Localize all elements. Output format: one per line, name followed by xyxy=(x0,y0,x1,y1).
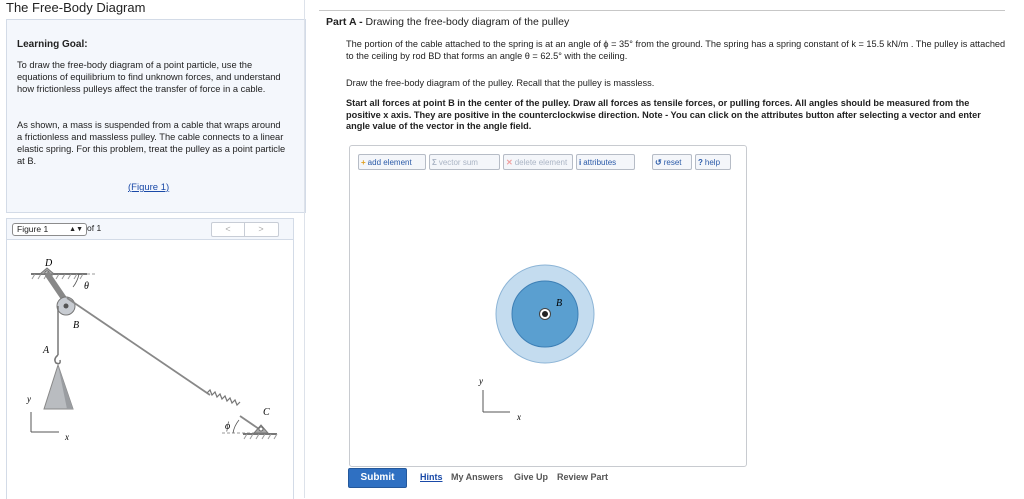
ground-support-c xyxy=(243,425,277,439)
plus-icon: + xyxy=(361,158,366,167)
figure-axes xyxy=(31,412,59,432)
learning-goal-heading: Learning Goal: xyxy=(17,39,88,50)
attributes-label: attributes xyxy=(583,158,617,167)
scenario-text: As shown, a mass is suspended from a cable that wraps around a frictionless and massless pulley. The cable connects to a linear elastic spring. For this problem, treat the pulley as a point particle at B. xyxy=(17,120,286,166)
part-a-separator: - xyxy=(356,16,366,28)
delete-element-button[interactable] xyxy=(503,154,573,170)
drawing-canvas[interactable] xyxy=(350,174,746,464)
vector-sum-label: vector sum xyxy=(438,158,478,167)
vector-sum-button[interactable] xyxy=(429,154,500,170)
figure-nav xyxy=(211,222,279,237)
attributes-button[interactable] xyxy=(576,154,635,170)
part-a-heading xyxy=(326,16,569,28)
help-button[interactable] xyxy=(695,154,731,170)
updown-arrow-icon: ▲▼ xyxy=(69,226,83,233)
add-element-label: add element xyxy=(367,158,412,167)
canvas-x-label: x xyxy=(517,412,521,422)
submit-button[interactable]: Submit xyxy=(348,468,407,488)
part-a-description: The portion of the cable attached to the spring is at an angle of ϕ = 35° from the ground. The spring has a spring constant of k = 15.5 kN/m . The pulley is attached to the ceiling by rod BD that forms an angle θ = 62.5° with the ceiling. xyxy=(346,39,1006,61)
label-b: B xyxy=(73,320,80,331)
part-a-instruction: Draw the free-body diagram of the pulley. Recall that the pulley is massless. xyxy=(346,78,655,88)
reset-label: reset xyxy=(663,158,682,167)
add-element-button[interactable] xyxy=(358,154,426,170)
top-rule xyxy=(319,10,1005,11)
label-phi: ϕ xyxy=(225,421,231,432)
help-label: help xyxy=(704,158,721,167)
figure-spring xyxy=(207,390,240,405)
label-a: A xyxy=(43,345,50,356)
label-d: D xyxy=(45,258,53,269)
part-a-title: Drawing the free-body diagram of the pulley xyxy=(365,16,570,28)
canvas-y-label: y xyxy=(479,376,483,386)
learning-goal-box xyxy=(6,19,306,213)
learning-goal-text: To draw the free-body diagram of a point particle, use the equations of equilibrium to find unknown forces, and understand how frictionless pulleys affect the transfer of force in a cable. xyxy=(17,60,281,94)
give-up-link[interactable]: Give Up xyxy=(514,472,549,482)
label-c: C xyxy=(263,407,270,418)
panel-divider xyxy=(304,0,305,498)
delete-element-label: delete element xyxy=(514,158,568,167)
next-figure-button[interactable]: > xyxy=(258,224,264,234)
info-icon: i xyxy=(579,158,582,167)
figure-cable xyxy=(67,298,210,395)
sigma-icon: Σ xyxy=(432,158,437,167)
figure-toolbar xyxy=(7,219,293,240)
pulley-system-figure xyxy=(7,239,293,498)
figure-link[interactable]: (Figure 1) xyxy=(128,182,170,193)
reset-button[interactable] xyxy=(652,154,692,170)
part-a-note: Start all forces at point B in the center of the pulley. Draw all forces as tensile forces, or pulling forces. All angles should be measured from the positive x axis. They are positive in the counterclockwise direction. Note - You can click on the attributes button after selecting a vector and enter angle value of the vector in the angle field. xyxy=(346,98,981,131)
vector-drawing-tool[interactable] xyxy=(349,145,747,467)
figure-select-value: Figure 1 xyxy=(17,224,49,234)
my-answers-link[interactable]: My Answers xyxy=(451,472,504,482)
review-part-link[interactable]: Review Part xyxy=(557,472,609,482)
ceiling-support xyxy=(31,268,87,279)
figure-count: of 1 xyxy=(87,223,102,233)
label-x: x xyxy=(65,432,69,442)
reset-icon: ↺ xyxy=(655,158,662,167)
label-theta: θ xyxy=(84,281,89,292)
figure-select[interactable] xyxy=(12,223,87,236)
x-icon: ✕ xyxy=(506,158,513,167)
figure-panel xyxy=(6,218,294,499)
label-y: y xyxy=(27,394,31,404)
left-panel xyxy=(6,19,304,498)
canvas-axes xyxy=(483,390,510,412)
point-b-label: B xyxy=(556,298,563,309)
question-icon: ? xyxy=(698,158,703,167)
hints-link[interactable]: Hints xyxy=(420,472,443,482)
page-title: The Free-Body Diagram xyxy=(6,0,146,15)
part-a-label: Part A xyxy=(326,16,357,28)
prev-figure-button[interactable]: < xyxy=(212,223,245,236)
